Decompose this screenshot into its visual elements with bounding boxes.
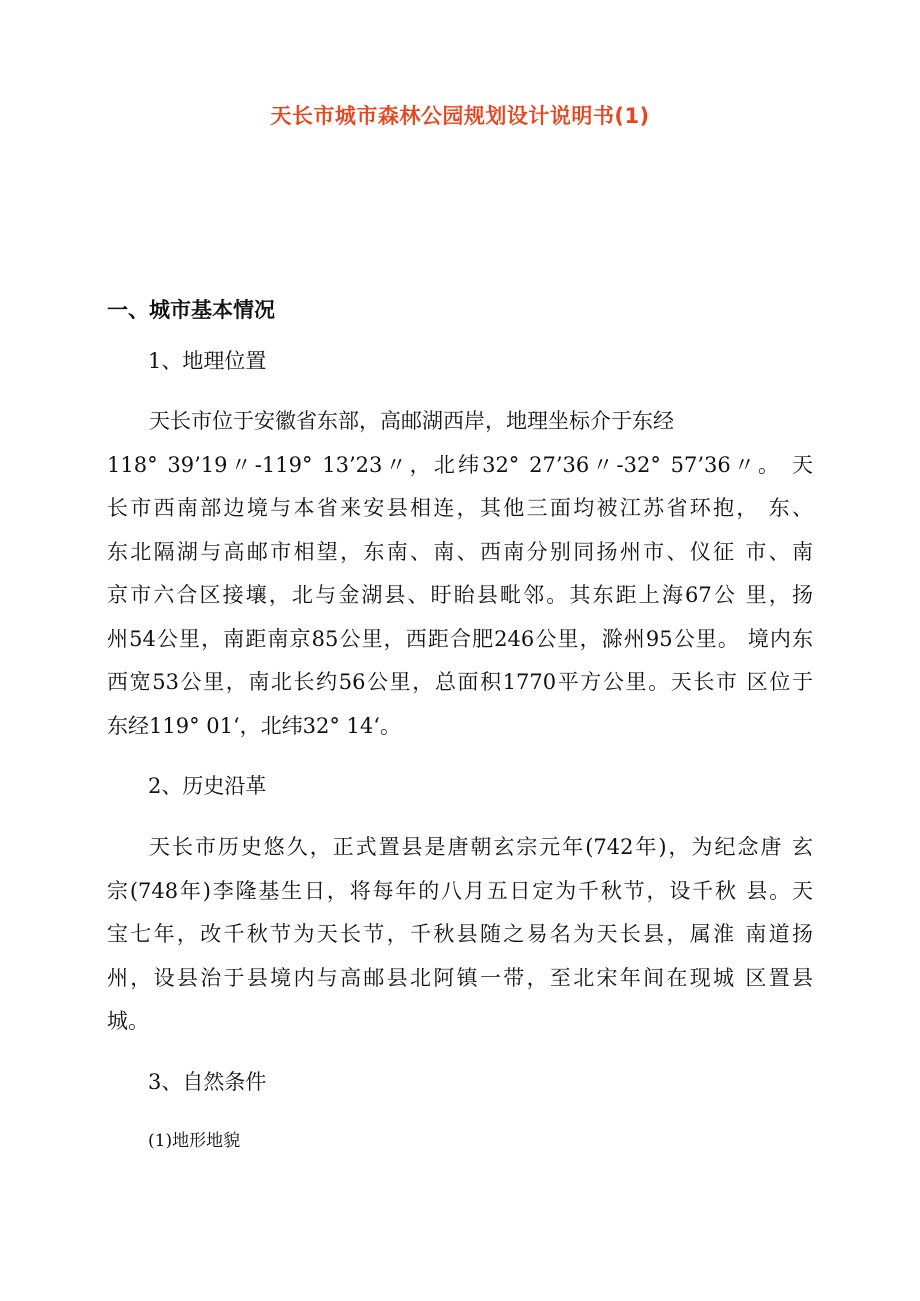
paragraph-history: [107, 826, 813, 1044]
subsection-heading-history: 2、历史沿革: [148, 774, 267, 798]
paragraph-location: [107, 400, 813, 748]
paragraph-line: 东经119° 01‘，北纬32° 14‘。: [107, 713, 401, 738]
paragraph-line: 东北隔湖与高邮市相望，东南、南、西南分别同扬州市、仪征 市、南: [107, 539, 813, 564]
paragraph-line: 宗(748年)李隆基生日，将每年的八月五日定为千秋节，设千秋 县。天: [107, 878, 813, 903]
paragraph-line: 州，设县治于县境内与高邮县北阿镇一带，至北宋年间在现城 区置县: [107, 965, 813, 990]
paragraph-line: 城。: [107, 1009, 149, 1033]
paragraph-line: 西宽53公里，南北长约56公里，总面积1770平方公里。天长市 区位于: [107, 670, 813, 694]
document-title: 天长市城市森林公园规划设计说明书(1): [270, 104, 650, 128]
paragraph-line: 州54公里，南距南京85公里，西距合肥246公里，滁州95公里。 境内东: [107, 626, 813, 651]
item-heading-terrain: (1)地形地貌: [148, 1131, 241, 1151]
section-heading-city-basics: 一、城市基本情况: [107, 298, 275, 322]
paragraph-line: 天长市位于安徽省东部，高邮湖西岸，地理坐标介于东经: [149, 409, 674, 433]
paragraph-line: 京市六合区接壤，北与金湖县、盱眙县毗邻。其东距上海67公 里，扬: [107, 583, 813, 607]
paragraph-line: 长市西南部边境与本省来安县相连，其他三面均被江苏省环抱， 东、: [107, 496, 813, 520]
subsection-heading-location: 1、地理位置: [148, 349, 267, 373]
subsection-heading-natural-conditions: 3、自然条件: [148, 1070, 267, 1094]
paragraph-line: 宝七年，改千秋节为天长节，千秋县随之易名为天长县，属淮 南道扬: [107, 922, 813, 946]
paragraph-line: 118° 39’19〃-119° 13’23〃，北纬32° 27’36〃-32° 57’36〃。 天: [107, 452, 813, 477]
paragraph-line: 天长市历史悠久，正式置县是唐朝玄宗元年(742年)，为纪念唐 玄: [149, 835, 813, 859]
